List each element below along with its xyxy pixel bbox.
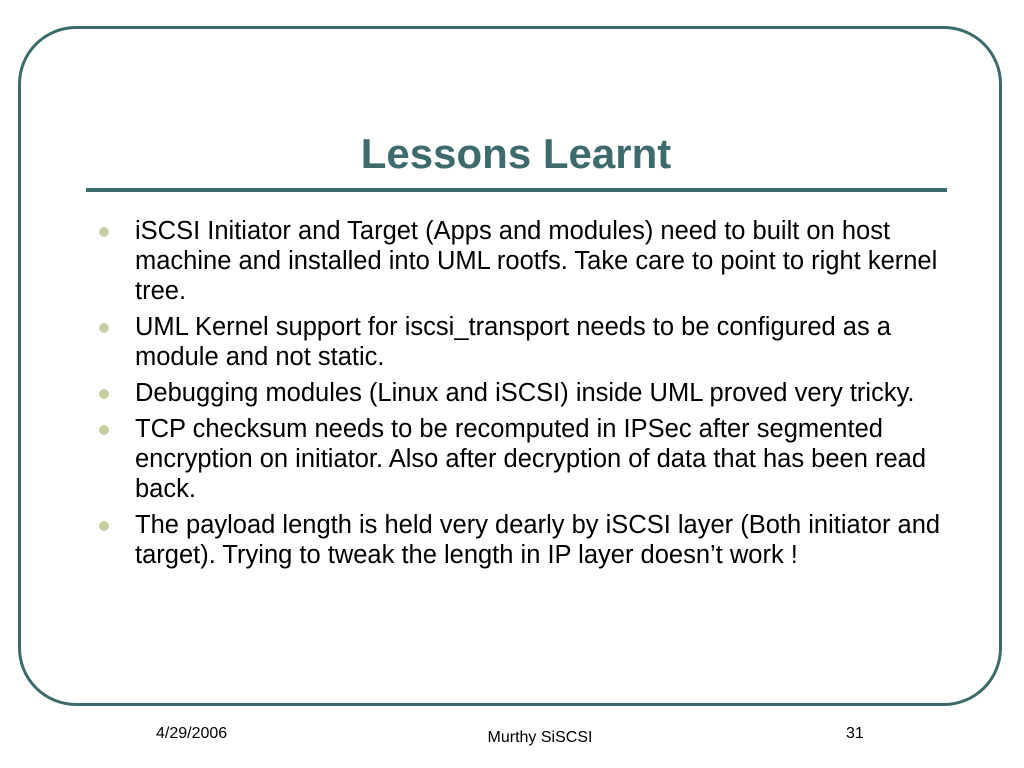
bullet-item [96, 216, 946, 306]
bullet-item [96, 312, 946, 372]
bullet-text: The payload length is held very dearly by iSCSI layer (Both initiator and target). Trying to tweak the length in IP layer doesn’t work ! [135, 511, 941, 569]
title-divider [86, 188, 947, 192]
bullet-dot-icon [99, 521, 109, 531]
bullet-text: Debugging modules (Linux and iSCSI) inside UML proved very tricky. [135, 379, 915, 407]
bullet-item [96, 414, 946, 504]
bullet-dot-icon [99, 389, 109, 399]
bullet-text: UML Kernel support for iscsi_transport needs to be configured as a module and not static. [135, 313, 891, 371]
footer-author: Murthy SiSCSI [487, 729, 593, 746]
bullet-dot-icon [99, 425, 109, 435]
bullet-list [96, 216, 946, 576]
slide-number: 31 [846, 725, 864, 742]
bullet-dot-icon [99, 323, 109, 333]
slide-title: Lessons Learnt [360, 130, 672, 177]
bullet-item [96, 510, 946, 570]
footer-date: 4/29/2006 [156, 725, 228, 742]
bullet-dot-icon [99, 227, 109, 237]
bullet-text: iSCSI Initiator and Target (Apps and modules) need to built on host machine and installed into UML rootfs. Take care to point to right kernel tree. [135, 217, 938, 305]
bullet-text: TCP checksum needs to be recomputed in IPSec after segmented encryption on initiator. Also after decryption of data that has been read back. [135, 415, 927, 503]
bullet-item [96, 378, 946, 408]
